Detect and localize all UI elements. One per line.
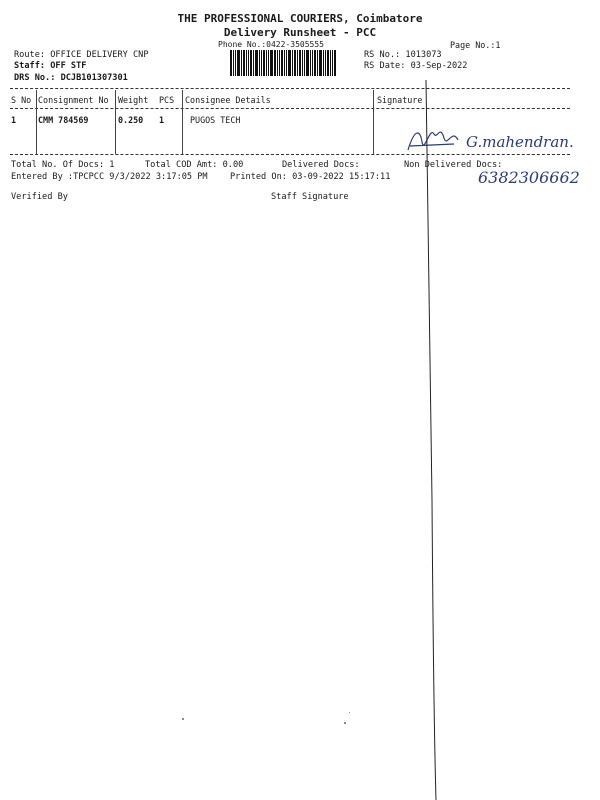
non-delivered-docs: Non Delivered Docs:	[404, 160, 503, 170]
delivered-docs: Delivered Docs:	[282, 160, 360, 170]
table-top-rule	[10, 88, 570, 89]
page-number: Page No.:1	[450, 40, 501, 50]
barcode-bar	[277, 50, 278, 76]
row-sno: 1	[11, 115, 17, 125]
barcode-bar	[259, 50, 260, 76]
row-consignee: PUGOS TECH	[190, 115, 241, 125]
barcode-bar	[299, 50, 301, 76]
col-divider	[36, 90, 37, 154]
printed-on: Printed On: 03-09-2022 15:17:11	[230, 172, 391, 182]
col-header-sno: S No	[11, 95, 32, 105]
row-pcs: 1	[159, 115, 165, 125]
barcode-bar	[292, 50, 293, 76]
barcode-bar	[302, 50, 303, 76]
handwritten-phone: 6382306662	[478, 168, 580, 187]
barcode-bar	[306, 50, 309, 76]
barcode-bar	[330, 50, 331, 76]
barcode-bar	[255, 50, 258, 76]
staff-signature: Staff Signature	[271, 192, 349, 202]
table-header-rule	[10, 108, 570, 109]
company-title: THE PROFESSIONAL COURIERS, Coimbatore	[177, 12, 423, 25]
drs-number: DRS No.: DCJB101307301	[14, 73, 128, 83]
barcode-bar	[246, 50, 247, 76]
handwritten-name: G.mahendran.	[466, 133, 574, 151]
route-label: Route: OFFICE DELIVERY CNP	[14, 50, 149, 60]
barcode-bar	[284, 50, 285, 76]
barcode-bar	[314, 50, 316, 76]
barcode-bar	[304, 50, 305, 76]
barcode-bar	[327, 50, 329, 76]
col-header-weight: Weight	[118, 95, 149, 105]
barcode-bar	[325, 50, 326, 76]
barcode-bar	[281, 50, 283, 76]
verified-by: Verified By	[11, 192, 68, 202]
scan-speck	[182, 718, 184, 720]
barcode-bar	[332, 50, 333, 76]
barcode-bar	[310, 50, 311, 76]
barcode-bar	[319, 50, 322, 76]
barcode-bar	[230, 50, 232, 76]
barcode-bar	[297, 50, 298, 76]
barcode-bar	[270, 50, 273, 76]
barcode-bar	[261, 50, 262, 76]
barcode-bar	[253, 50, 254, 76]
col-header-consignee: Consignee Details	[185, 95, 271, 105]
barcode-bar	[237, 50, 240, 76]
barcode-bar	[266, 50, 267, 76]
col-header-pcs: PCS	[159, 95, 175, 105]
total-docs: Total No. Of Docs: 1	[11, 160, 115, 170]
row-weight: 0.250	[118, 115, 144, 125]
entered-by: Entered By :TPCPCC 9/3/2022 3:17:05 PM	[11, 172, 208, 182]
barcode-bar	[294, 50, 296, 76]
barcode-bar	[268, 50, 269, 76]
barcode-bar	[317, 50, 318, 76]
barcode-bar	[241, 50, 242, 76]
barcode-bar	[323, 50, 324, 76]
row-consignment: CMM 784569	[38, 115, 89, 125]
barcode-bar	[243, 50, 245, 76]
phone-number: Phone No.:0422-3505555	[218, 40, 324, 49]
barcode-bar	[263, 50, 265, 76]
col-header-consignment: Consignment No	[38, 95, 109, 105]
table-bottom-rule	[10, 154, 570, 155]
barcode-bar	[279, 50, 280, 76]
scan-speck	[344, 722, 346, 724]
rs-date: RS Date: 03-Sep-2022	[364, 61, 468, 71]
col-divider	[373, 90, 374, 154]
col-divider	[182, 90, 183, 154]
barcode-bar	[288, 50, 291, 76]
rs-number: RS No.: 1013073	[364, 50, 442, 60]
barcode-bar	[250, 50, 252, 76]
pen-stroke	[424, 80, 438, 800]
document-subtitle: Delivery Runsheet - PCC	[223, 26, 377, 39]
barcode	[230, 50, 354, 76]
barcode-bar	[235, 50, 236, 76]
col-divider	[115, 90, 116, 154]
barcode-bar	[274, 50, 276, 76]
barcode-bar	[312, 50, 313, 76]
barcode-bar	[248, 50, 249, 76]
barcode-bar	[334, 50, 336, 76]
col-header-signature: Signature	[377, 95, 423, 105]
staff-label: Staff: OFF STF	[14, 61, 87, 71]
total-cod: Total COD Amt: 0.00	[145, 160, 244, 170]
barcode-bar	[233, 50, 234, 76]
scan-speck	[349, 712, 350, 713]
barcode-bar	[286, 50, 287, 76]
